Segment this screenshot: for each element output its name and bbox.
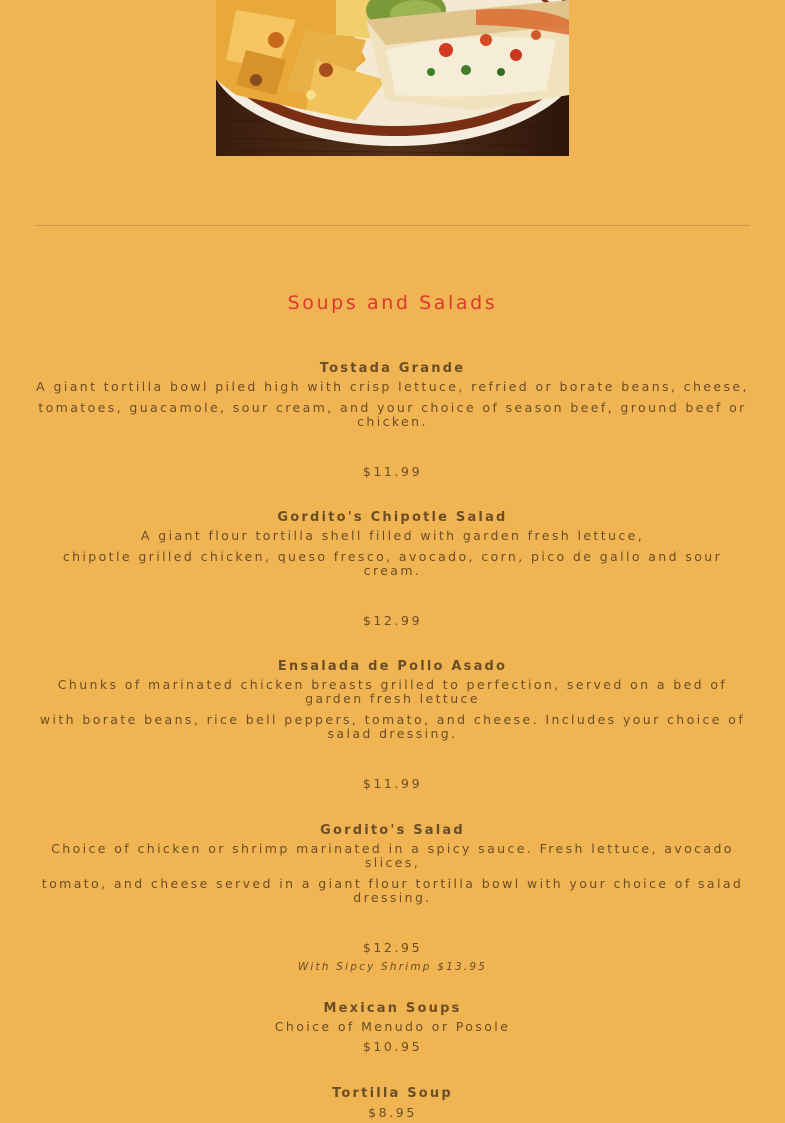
item-description: A giant tortilla bowl piled high with crisp lettuce, refried or borate beans, cheese, (36, 379, 749, 394)
section-divider (35, 225, 750, 226)
item-name: Ensalada de Pollo Asado (277, 659, 508, 674)
item-name: Mexican Soups (323, 1001, 462, 1016)
menu-item (0, 1000, 785, 1055)
item-description: A giant flour tortilla shell filled with garden fresh lettuce, (140, 528, 645, 543)
item-price: $12.95 (362, 940, 423, 955)
item-price: $8.95 (368, 1105, 417, 1120)
item-note: With Sipcy Shrimp $13.95 (297, 961, 488, 973)
item-description: tomatoes, guacamole, sour cream, and your choice of season beef, ground beef or chicken. (38, 400, 747, 429)
item-price: $10.95 (362, 1039, 423, 1054)
section-title: Soups and Salads (287, 292, 498, 314)
item-description: chipotle grilled chicken, queso fresco, avocado, corn, pico de gallo and sour cream. (62, 549, 723, 578)
item-name: Tostada Grande (319, 361, 466, 376)
item-price: $11.99 (362, 464, 423, 479)
item-price: $11.99 (362, 776, 423, 791)
item-description: with borate beans, rice bell peppers, tomato, and cheese. Includes your choice of salad dressing. (39, 712, 746, 741)
item-name: Gordito's Salad (320, 823, 465, 838)
nachos-and-quesadilla-photo (216, 0, 569, 156)
menu-item (0, 509, 785, 629)
menu-item (0, 658, 785, 792)
food-photo (216, 0, 569, 156)
menu-item (0, 360, 785, 480)
item-name: Gordito's Chipotle Salad (277, 510, 508, 525)
item-description: tomato, and cheese served in a giant flour tortilla bowl with your choice of salad dressing. (41, 876, 744, 905)
item-description: Choice of Menudo or Posole (274, 1019, 511, 1034)
menu-item (0, 822, 785, 974)
item-description: Choice of chicken or shrimp marinated in a spicy sauce. Fresh lettuce, avocado slices, (51, 841, 734, 870)
item-price: $12.99 (362, 613, 423, 628)
menu-item (0, 1085, 785, 1121)
item-description: Chunks of marinated chicken breasts grilled to perfection, served on a bed of garden fresh lettuce (57, 677, 728, 706)
item-name: Tortilla Soup (332, 1086, 453, 1101)
